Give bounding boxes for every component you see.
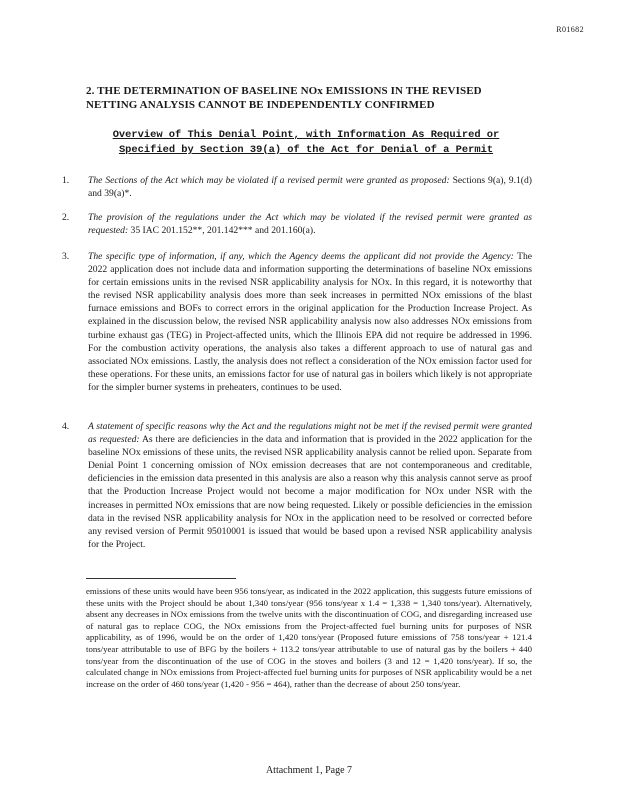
overview-heading: Overview of This Denial Point, with Information As Required or Specified by Section 39(a) of the Act for Denial of a Permit bbox=[112, 129, 500, 156]
document-id: R01682 bbox=[556, 25, 584, 34]
item-lead: The Sections of the Act which may be violated if a revised permit were granted as proposed: bbox=[88, 175, 450, 186]
item-body bbox=[88, 174, 532, 200]
item-body bbox=[88, 211, 532, 237]
item-number: 3. bbox=[62, 251, 70, 262]
item-text: Sections 9(a), 9.1(d) and 39(a)*. bbox=[88, 175, 532, 200]
item-lead: The specific type of information, if any, which the Agency deems the applicant did not provide the Agency: bbox=[88, 251, 514, 262]
item-lead: The provision of the regulations under the Act which may be violated if the revised permit were granted as requested: bbox=[88, 212, 532, 237]
item-body bbox=[88, 420, 532, 551]
item-number: 1. bbox=[62, 175, 70, 186]
item-text: 35 IAC 201.152**, 201.142*** and 201.160(a). bbox=[128, 225, 316, 237]
section-heading: 2. THE DETERMINATION OF BASELINE NOx EMISSIONS IN THE REVISED NETTING ANALYSIS CANNOT BE INDEPENDENTLY CONFIRMED bbox=[86, 85, 482, 111]
item-lead: A statement of specific reasons why the Act and the regulations might not be met if the revised permit were granted as requested: bbox=[88, 421, 532, 446]
page-footer: Attachment 1, Page 7 bbox=[265, 765, 353, 776]
footnote: emissions of these units would have been 956 tons/year, as indicated in the 2022 application, this suggests future emissions of these units with the Project should be about 1,340 tons/year (956 tons/year x 1.4 = 1,338 = 1,340 tons/year). Alternatively, absent any decreases in NOx emissions from the twelve units with the discontinuation of COG, and disregarding increased use of natural gas to replace COG, the NOx emissions from the Project-affected fuel burning units for purposes of NSR applicability, as of 1996, would be on the order of 1,420 tons/year (Proposed future emissions of 758 tons/year + 121.4 tons/year attributable to use of BFG by the boilers + 113.2 tons/year attributable to use of natural gas by the boilers + 440 tons/year from the discontinuation of the use of COG in the stoves and boilers (3 and 12 = 1,420 tons/year). If so, the calculated change in NOx emissions from Project-affected fuel burning units for purposes of NSR applicability would be a net increase on the order of 460 tons/year (1,420 - 956 = 464), rather than the decrease of about 250 tons/year. bbox=[86, 586, 532, 689]
item-body bbox=[88, 250, 532, 394]
footnote-divider bbox=[86, 578, 236, 579]
item-number: 4. bbox=[62, 421, 70, 432]
item-text: As there are deficiencies in the data and information that is provided in the 2022 application for the baseline NOx emissions of these units, the revised NSR applicability analysis cannot be relied upon. Separate from Denial Point 1 concerning omission of NOx emission decreases that are not contemporaneous and creditable, deficiencies in the emission data presented in this analysis are also a reason why this analysis cannot serve as proof that the Production Increase Project would not become a major modification for NOx under NSR with the increases in permitted NOx emissions that are now being requested. Likely or possible deficiencies in the emission data in the revised NSR applicability analysis for NOx in the application need to be resolved or corrected before any revised version of Permit 95010001 is issued that would be based upon a revised NSR applicability analysis for the Project. bbox=[88, 434, 532, 550]
item-number: 2. bbox=[62, 212, 70, 223]
item-text: The 2022 application does not include data and information supporting the determinations of baseline NOx emissions for certain emissions units in the revised NSR applicability analysis for NOx. In this regard, it is noteworthy that the revised NSR applicability analysis does more than seek increases in permitted NOx emissions of the blast furnace emissions and BOFs to correct errors in the original application for the Production Increase Project. As explained in the discussion below, the revised NSR applicability analysis now also addresses NOx emissions from turbine exhaust gas (TEG) in Project-affected units, which the Illinois EPA did not require be addressed in 1996. For the combustion activity operations, the analysis also takes a different approach to use of natural gas and associated NOx emissions. Lastly, the analysis does not reflect a consideration of the NOx emission factor used for these operations. For these units, an emissions factor for use of natural gas in boilers which likely is not appropriate for the simpler burner systems in preheaters, continues to be used. bbox=[88, 251, 532, 393]
